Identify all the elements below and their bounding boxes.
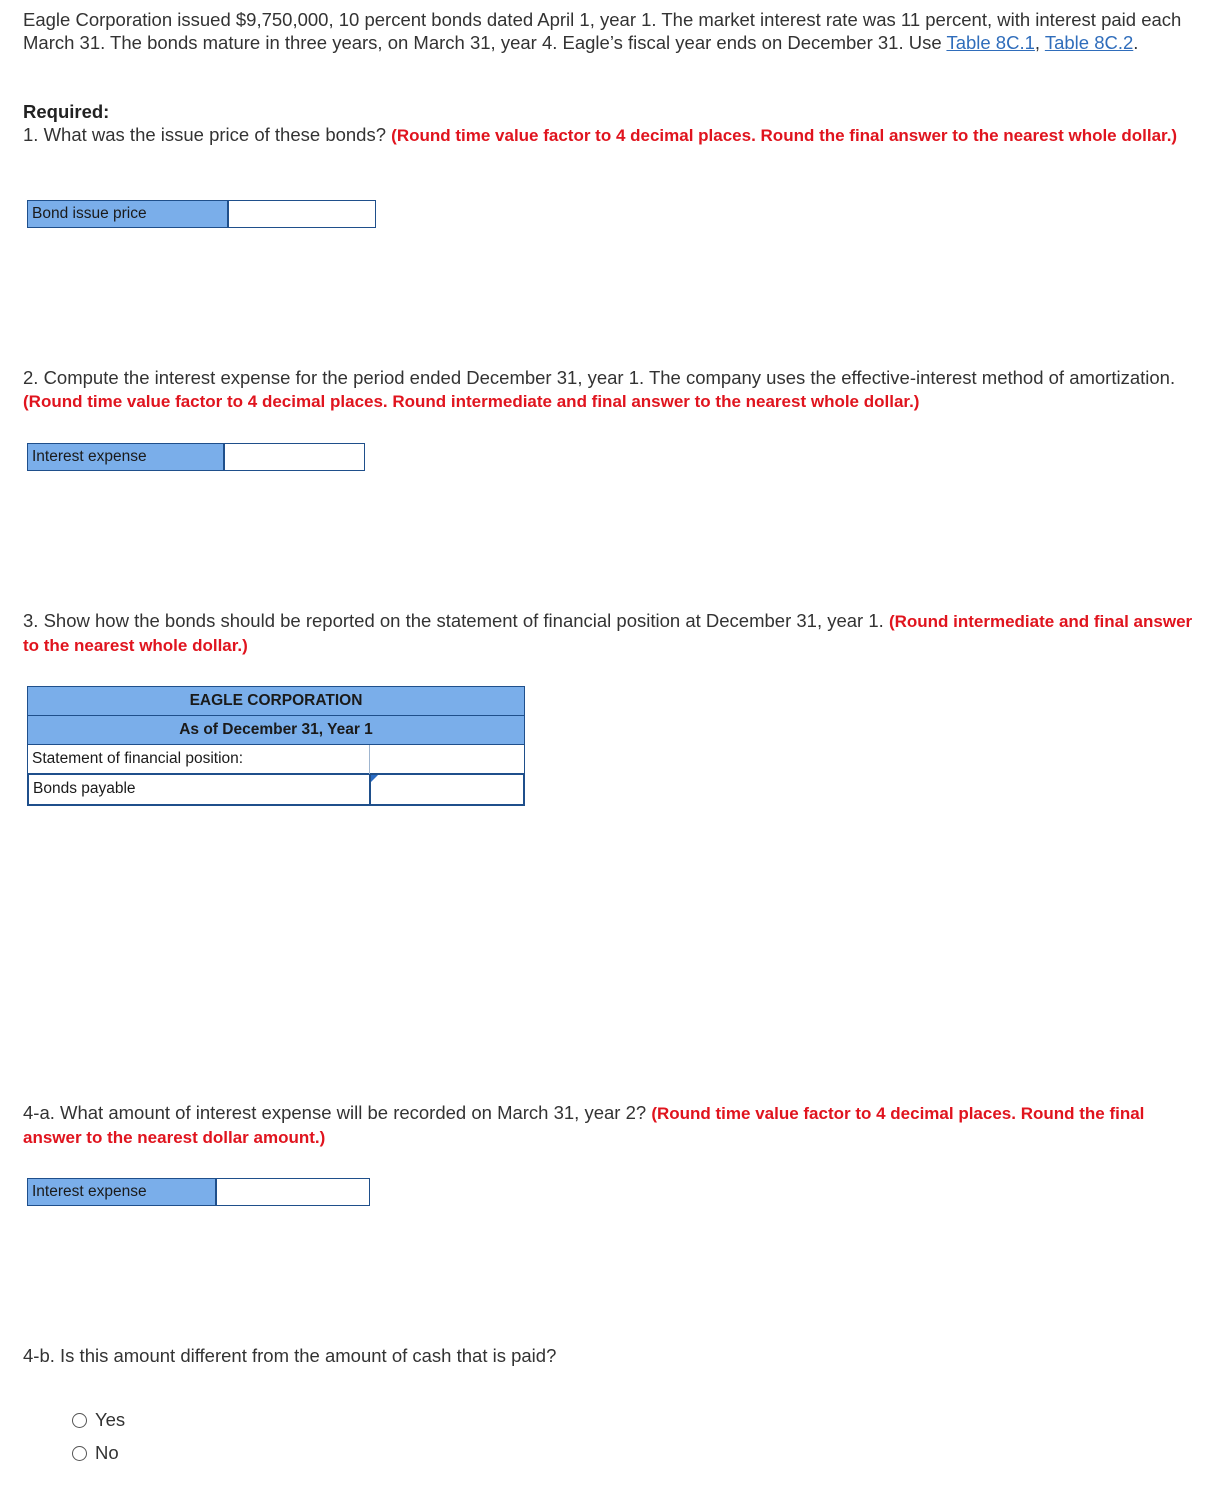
- q2-rounding-note: (Round time value factor to 4 decimal places. Round intermediate and final answer to the nearest whole dollar.): [23, 392, 920, 411]
- section-header-label: Statement of financial position:: [28, 745, 370, 774]
- interest-expense-row-q4a: [27, 1178, 370, 1206]
- table-company-title: EAGLE CORPORATION: [28, 687, 524, 716]
- q4a-rounding-note: (Round time value factor to 4 decimal places. Round the final answer to the nearest dollar amount.): [23, 1104, 1145, 1147]
- bonds-payable-label: Bonds payable: [29, 775, 371, 804]
- table-8c2-link[interactable]: Table 8C.2: [1044, 32, 1134, 53]
- financial-position-table: [27, 686, 525, 806]
- option-yes[interactable]: [72, 1409, 125, 1431]
- table-row-bonds-payable: [27, 773, 525, 806]
- table-date-subtitle: As of December 31, Year 1: [28, 716, 524, 745]
- question-2: [23, 366, 1198, 413]
- table-8c1-link[interactable]: Table 8C.1: [946, 32, 1035, 53]
- interest-expense-label-q2: Interest expense: [28, 444, 225, 470]
- radio-no[interactable]: [72, 1446, 87, 1461]
- q3-rounding-note: (Round intermediate and final answer to the nearest whole dollar.): [23, 612, 1193, 655]
- question-4b: 4-b. Is this amount different from the amount of cash that is paid?: [23, 1345, 557, 1366]
- section-header-value: [370, 745, 524, 774]
- interest-expense-input-q2[interactable]: [225, 444, 364, 470]
- question-1: [23, 100, 1198, 147]
- bonds-payable-input[interactable]: [371, 775, 523, 800]
- q2-text: 2. Compute the interest expense for the period ended December 31, year 1. The company uses the effective-interest method of amortization.: [23, 367, 1176, 388]
- q4a-text: 4-a. What amount of interest expense will be recorded on March 31, year 2?: [23, 1102, 652, 1123]
- option-yes-label: Yes: [95, 1409, 126, 1430]
- input-flag-icon: [371, 775, 378, 782]
- q1-rounding-note: (Round time value factor to 4 decimal places. Round the final answer to the nearest whole dollar.): [391, 126, 1178, 145]
- interest-expense-input-q4a[interactable]: [217, 1179, 369, 1205]
- problem-intro: Eagle Corporation issued $9,750,000, 10 percent bonds dated April 1, year 1. The market interest rate was 11 percent, with interest paid each March 31. The bonds mature in three years, on March 31, year 4. Eagle’s fiscal year ends on December 31. Use Table 8C.1, Table 8C.2.: [23, 9, 1182, 53]
- question-4a: [23, 1101, 1198, 1149]
- radio-yes[interactable]: [72, 1413, 87, 1428]
- question-3: [23, 609, 1198, 657]
- bond-issue-price-row: [27, 200, 376, 228]
- bond-issue-price-input[interactable]: [229, 201, 375, 227]
- option-no-label: No: [95, 1442, 119, 1463]
- q3-text: 3. Show how the bonds should be reported on the statement of financial position at December 31, year 1.: [23, 610, 889, 631]
- required-heading: Required:: [23, 101, 110, 122]
- interest-expense-label-q4a: Interest expense: [28, 1179, 217, 1205]
- bond-issue-price-label: Bond issue price: [28, 201, 229, 227]
- table-row-section-header: [28, 745, 524, 774]
- q1-text: 1. What was the issue price of these bonds?: [23, 124, 392, 145]
- option-no[interactable]: [72, 1442, 119, 1464]
- interest-expense-row-q2: [27, 443, 365, 471]
